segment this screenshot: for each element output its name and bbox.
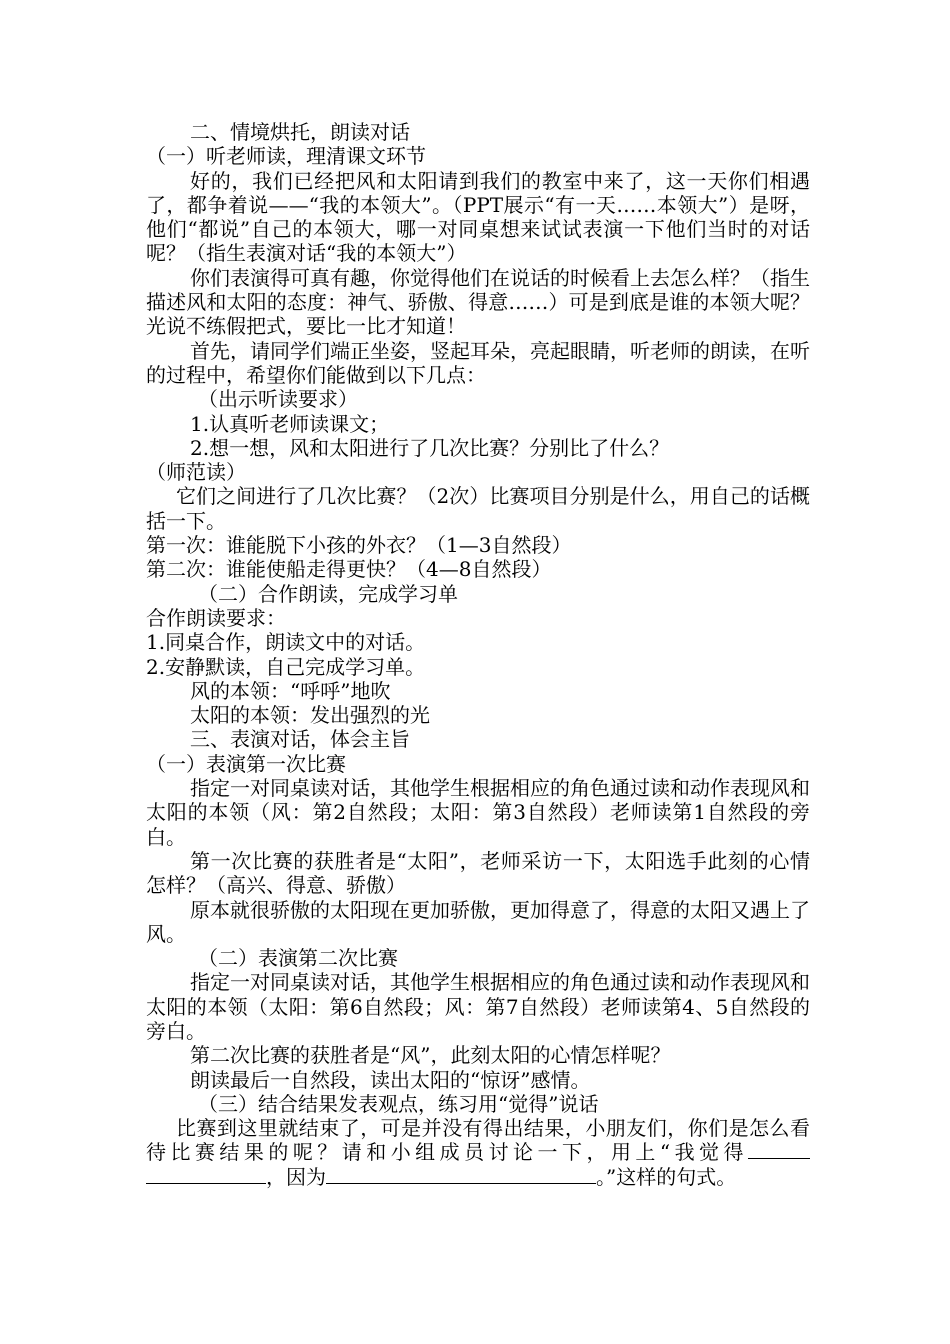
paragraph: 风的本领：“呼呼”地吹 — [190, 678, 391, 703]
subsection-heading: （一）表演第一次比赛 — [146, 751, 346, 776]
subsection-heading: （一）听老师读，理清课文环节 — [146, 144, 426, 169]
paragraph: 太阳的本领：发出强烈的光 — [190, 703, 430, 728]
list-item: 第二次：谁能使船走得更快？（4—8自然段） — [146, 557, 552, 582]
paragraph-text: 比赛到这里就结束了，可是并没有得出结果，小朋友们，你们是怎么看待比赛结果的呢？请和小组成员讨论一下，用上“我觉得 — [146, 1116, 810, 1165]
list-item: 2.安静默读，自己完成学习单。 — [146, 654, 426, 679]
list-item: 第一次：谁能脱下小孩的外衣？（1—3自然段） — [146, 533, 572, 558]
paragraph: （出示听读要求） — [198, 387, 358, 412]
list-item: 1.同桌合作，朗读文中的对话。 — [146, 630, 426, 655]
paragraph: 朗读最后一自然段，读出太阳的“惊讶”感情。 — [190, 1067, 591, 1092]
section-heading: 二、情境烘托，朗读对话 — [190, 120, 410, 144]
document-body — [146, 120, 810, 1189]
paragraph: 第一次比赛的获胜者是“太阳”，老师采访一下，太阳选手此刻的心情怎样？（高兴、得意、骄傲） — [146, 848, 810, 898]
paragraph-text: ，因为 — [266, 1164, 326, 1189]
paragraph: 首先，请同学们端正坐姿，竖起耳朵，亮起眼睛，听老师的朗读，在听的过程中，希望你们能做到以下几点： — [146, 338, 810, 387]
paragraph: 原本就很骄傲的太阳现在更加骄傲，更加得意了，得意的太阳又遇上了风。 — [146, 897, 810, 946]
paragraph: 第二次比赛的获胜者是“风”，此刻太阳的心情怎样呢？ — [190, 1043, 671, 1068]
blank-line — [146, 1165, 266, 1184]
paragraph: 指定一对同桌读对话，其他学生根据相应的角色通过读和动作表现风和太阳的本领（太阳：第6自然段；风：第7自然段）老师读第4、5自然段的旁白。 — [146, 970, 810, 1043]
paragraph: 好的，我们已经把风和太阳请到我们的教室中来了，这一天你们相遇了，都争着说——“我的本领大”。（PPT展示“有一天……本领大”）是呀，他们“都说”自己的本领大，哪一对同桌想来试试表演一下他们当时的对话呢？（指生表演对话“我的本领大”） — [146, 168, 810, 266]
blank-line — [326, 1165, 596, 1184]
blank-line — [748, 1140, 810, 1159]
paragraph: 你们表演得可真有趣，你觉得他们在说话的时候看上去怎么样？（指生描述风和太阳的态度：神气、骄傲、得意……）可是到底是谁的本领大呢？光说不练假把式，要比一比才知道！ — [146, 265, 810, 339]
list-item: 2.想一想，风和太阳进行了几次比赛？分别比了什么？ — [190, 435, 670, 460]
paragraph: 它们之间进行了几次比赛？（2次）比赛项目分别是什么，用自己的话概括一下。 — [146, 484, 810, 533]
subsection-heading: （二）合作朗读，完成学习单 — [198, 581, 458, 606]
subsection-heading: （三）结合结果发表观点，练习用“觉得”说话 — [198, 1091, 599, 1116]
section-heading: 三、表演对话，体会主旨 — [190, 727, 410, 752]
paragraph: 合作朗读要求： — [146, 605, 286, 630]
paragraph: 指定一对同桌读对话，其他学生根据相应的角色通过读和动作表现风和太阳的本领（风：第2自然段；太阳：第3自然段）老师读第1自然段的旁白。 — [146, 776, 810, 849]
paragraph: （师范读） — [146, 460, 246, 485]
paragraph-text: 。”这样的句式。 — [596, 1164, 737, 1189]
subsection-heading: （二）表演第二次比赛 — [198, 946, 398, 971]
paragraph-fill-in — [146, 1116, 810, 1189]
list-item: 1.认真听老师读课文； — [190, 411, 390, 436]
